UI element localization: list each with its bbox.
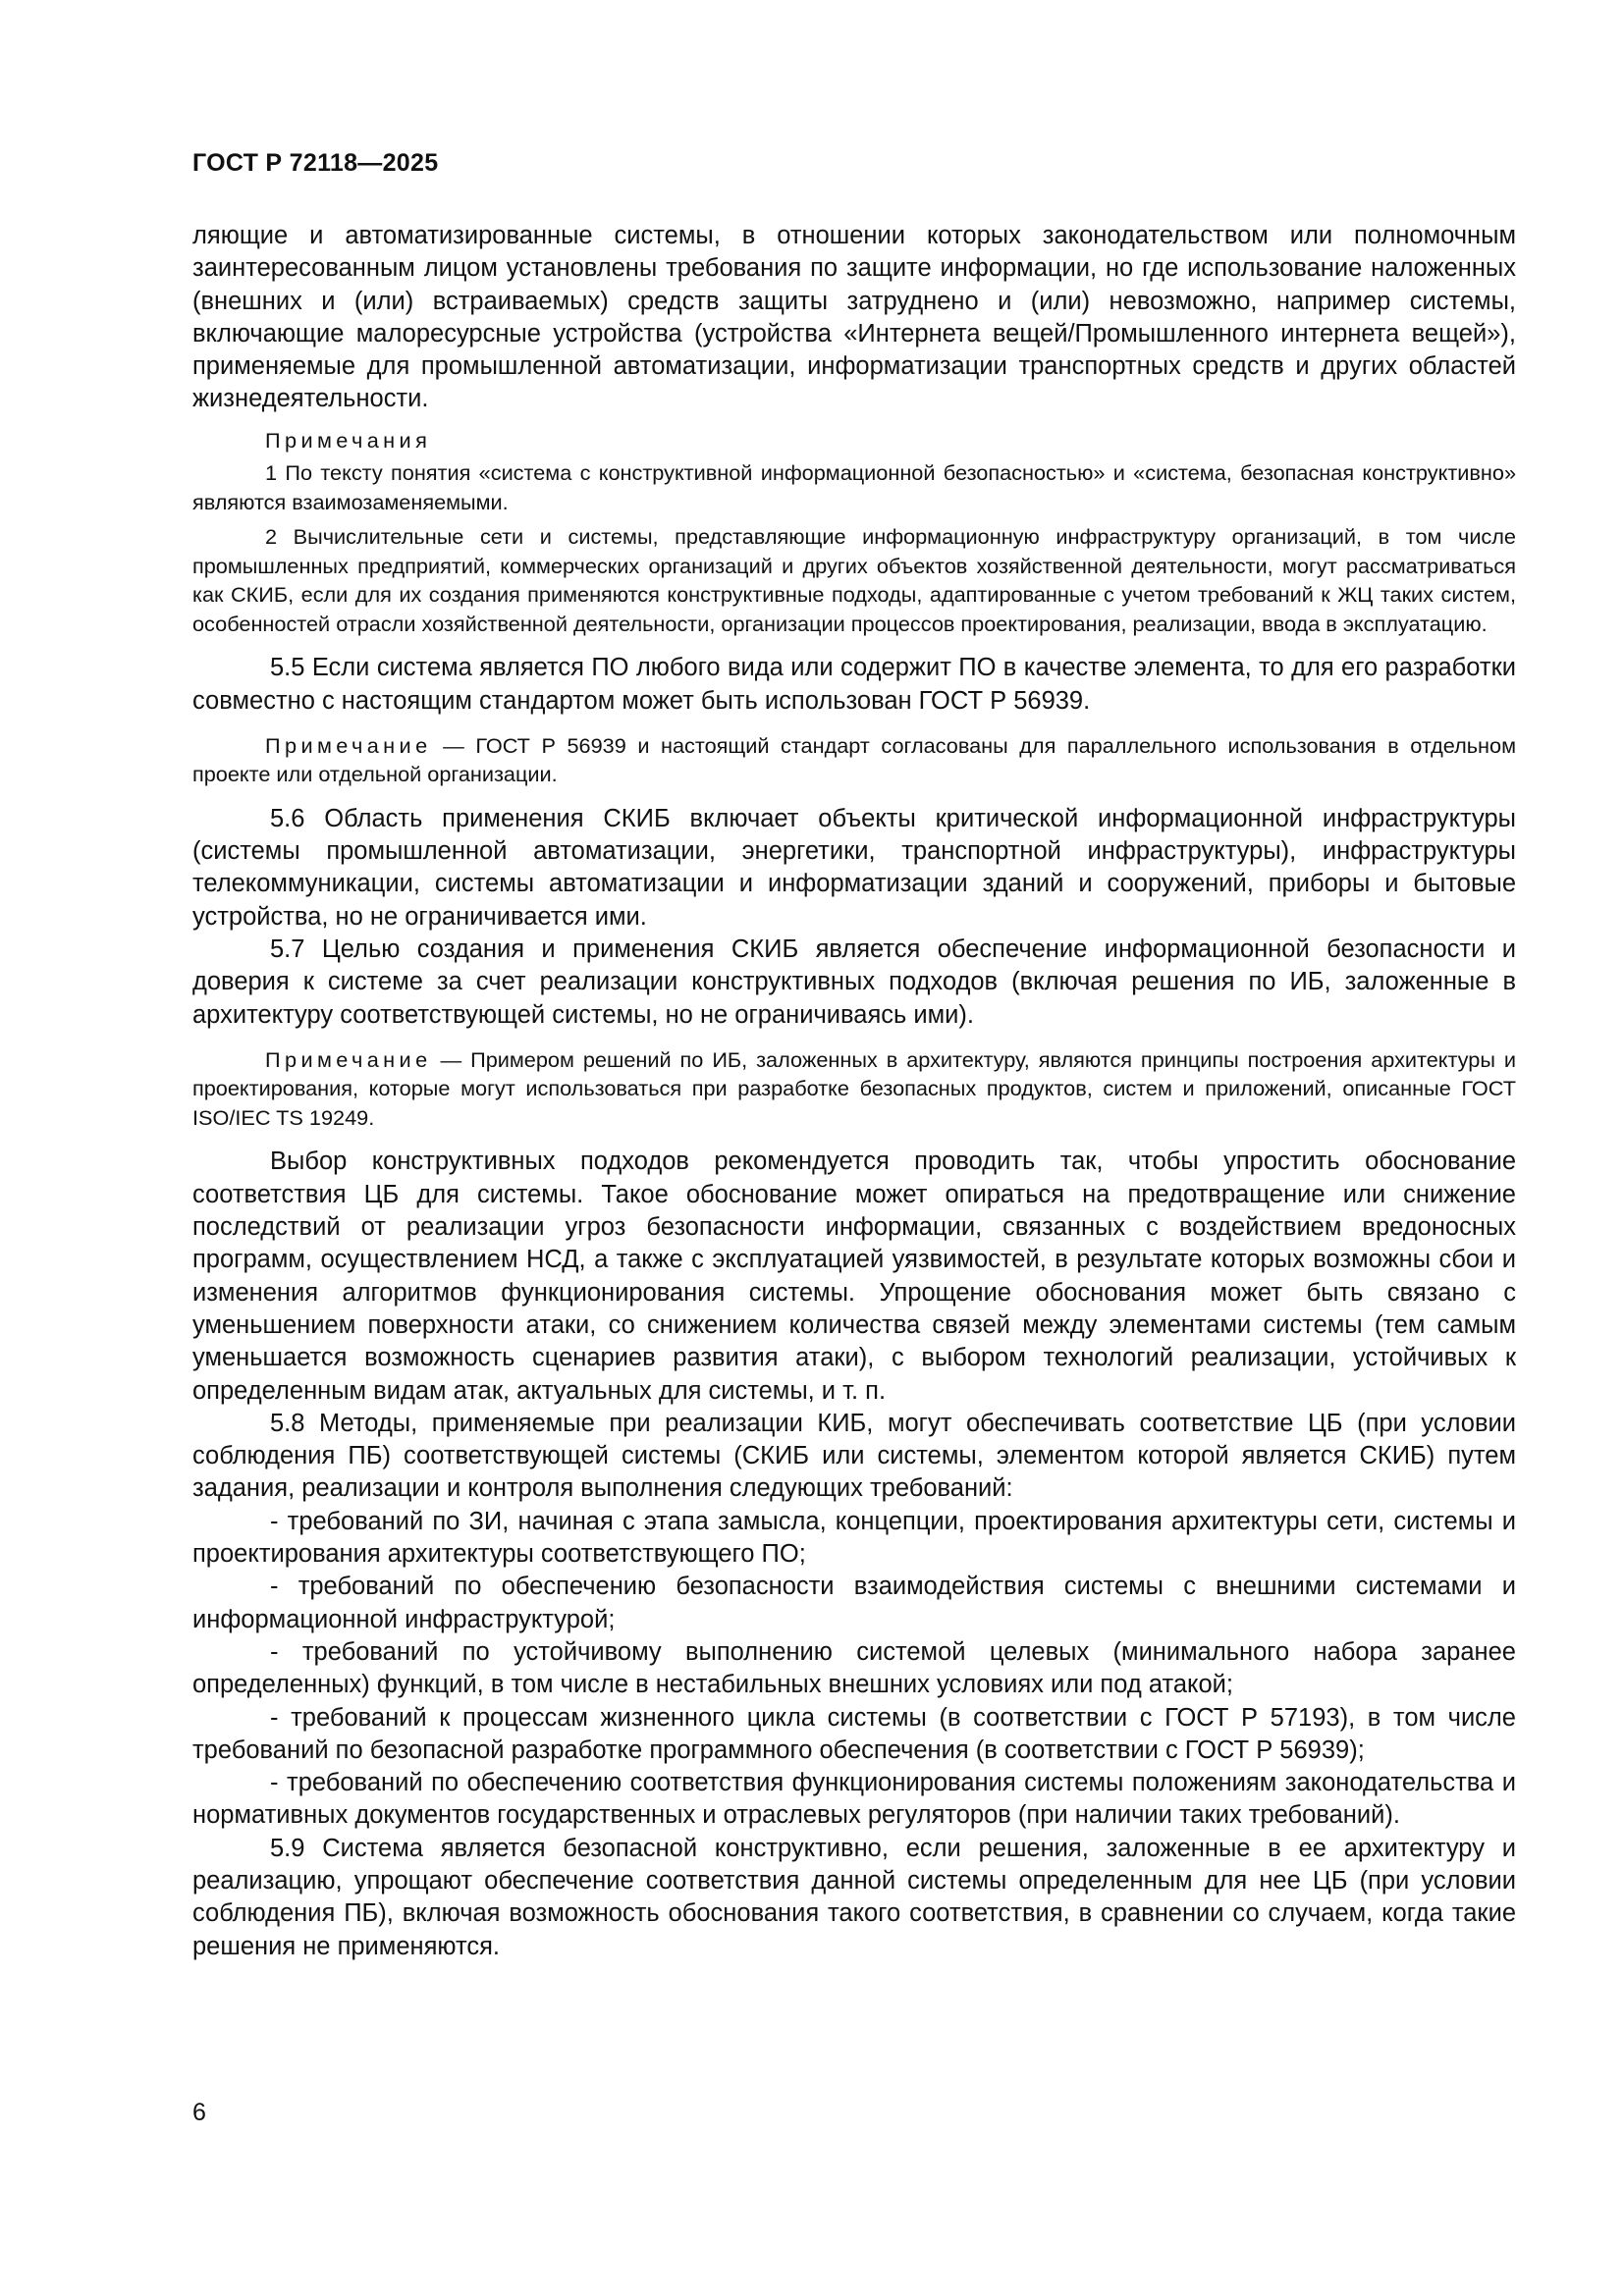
notes-heading: Примечания (265, 427, 432, 453)
paragraph-choice: Выбор конструктивных подходов рекомендуется проводить так, чтобы упростить обоснование соответствия ЦБ для системы. Такое обоснование может опираться на предотвращение или снижение последствий от реализации угроз безопасности информации, связанных с воздействием вредоносных программ, осуществлением НСД, а также с эксплуатацией уязвимостей, в результате которых возможны сбои и изменения алгоритмов функционирования системы. Упрощение обоснования может быть связано с уменьшением поверхности атаки, со снижением количества связей между элементами системы (тем самым уменьшается возможность сценариев развития атаки), с выбором технологий реализации, устойчивых к определенным видам атак, актуальных для системы, и т. п. (192, 1148, 1516, 1405)
note-2: 2 Вычислительные сети и системы, представляющие информационную инфраструктуру организаций, в том числе промышленных предприятий, коммерческих организаций и других объектов хозяйственной деятельности, могут рассматриваться как СКИБ, если для их создания применяются конструктивные подходы, адаптированные с учетом требований к ЖЦ таких систем, особенностей отрасли хозяйственной деятельности, организации процессов проектирования, реализации, ввода в эксплуатацию. (192, 524, 1516, 636)
list-item: - требований по устойчивому выполнению системой целевых (минимального набора заранее определенных) функций, в том числе в нестабильных внешних условиях или под атакой; (192, 1637, 1516, 1699)
clause-5-8: 5.8 Методы, применяемые при реализации КИБ, могут обеспечивать соответствие ЦБ (при условии соблюдения ПБ) соответствующей системы (СКИБ или системы, элементом которой является СКИБ) путем задания, реализации и контроля выполнения следующих требований: (192, 1409, 1516, 1503)
note-text: — ГОСТ Р 56939 и настоящий стандарт согласованы для параллельного использования в отдельном проекте или отдельной организации. (192, 732, 1516, 787)
clause-5-6: 5.6 Область применения СКИБ включает объекты критической информационной инфраструктуры (системы промышленной автоматизации, энергетики, транспортной инфраструктуры), инфраструктуры телекоммуникации, системы автоматизации и информатизации зданий и сооружений, приборы и бытовые устройства, но не ограничивается ими. (192, 804, 1516, 931)
note-label: Примечание (265, 1046, 432, 1072)
note-1: 1 По тексту понятия «система с конструктивной информационной безопасностью» и «система, безопасная конструктивно» являются взаимозаменяемыми. (192, 460, 1516, 514)
page-number: 6 (192, 2099, 206, 2126)
clause-5-5: 5.5 Если система является ПО любого вида или содержит ПО в качестве элемента, то для его разработки совместно с настоящим стандартом может быть использован ГОСТ Р 56939. (192, 654, 1516, 715)
clause-5-9: 5.9 Система является безопасной конструктивно, если решения, заложенные в ее архитектуру и реализацию, упрощают обеспечение соответствия данной системы определенным для нее ЦБ (при условии соблюдения ПБ), включая возможность обоснования такого соответствия, в сравнении со случаем, когда такие решения не применяются. (192, 1834, 1516, 1960)
standard-header: ГОСТ Р 72118—2025 (192, 149, 439, 177)
note-5-5 (192, 731, 1516, 789)
list-item: - требований по обеспечению безопасности взаимодействия системы с внешними системами и информационной инфраструктурой; (192, 1573, 1516, 1633)
note-text: — Примером решений по ИБ, заложенных в архитектуру, являются принципы построения архитектуры и проектирования, которые могут использоваться при разработке безопасных продуктов, систем и приложений, описанные ГОСТ ISO/IEC TS 19249. (192, 1046, 1516, 1130)
paragraph-continuation: ляющие и автоматизированные системы, в отношении которых законодательством или полномочным заинтересованным лицом установлены требования по защите информации, но где использование наложенных (внешних и (или) встраиваемых) средств защиты затруднено и (или) невозможно, например системы, включающие малоресурсные устройства (устройства «Интернета вещей/Промышленного интернета вещей»), применяемые для промышленной автоматизации, информатизации транспортных средств и других областей жизнедеятельности. (192, 222, 1516, 413)
list-item: - требований по ЗИ, начиная с этапа замысла, концепции, проектирования архитектуры сети, системы и проектирования архитектуры соответствующего ПО; (192, 1507, 1516, 1569)
page-body (192, 220, 1516, 1963)
note-label: Примечание (265, 732, 432, 758)
clause-5-7: 5.7 Целью создания и применения СКИБ является обеспечение информационной безопасности и доверия к системе за счет реализации конструктивных подходов (включая решения по ИБ, заложенные в архитектуру соответствующей системы, но не ограничиваясь ими). (192, 935, 1516, 1029)
list-item: - требований к процессам жизненного цикла системы (в соответствии с ГОСТ Р 57193), в том числе требований по безопасной разработке программного обеспечения (в соответствии с ГОСТ Р 56939); (192, 1703, 1516, 1764)
note-5-7 (192, 1045, 1516, 1133)
list-item: - требований по обеспечению соответствия функционирования системы положениям законодательства и нормативных документов государственных и отраслевых регуляторов (при наличии таких требований). (192, 1769, 1516, 1830)
